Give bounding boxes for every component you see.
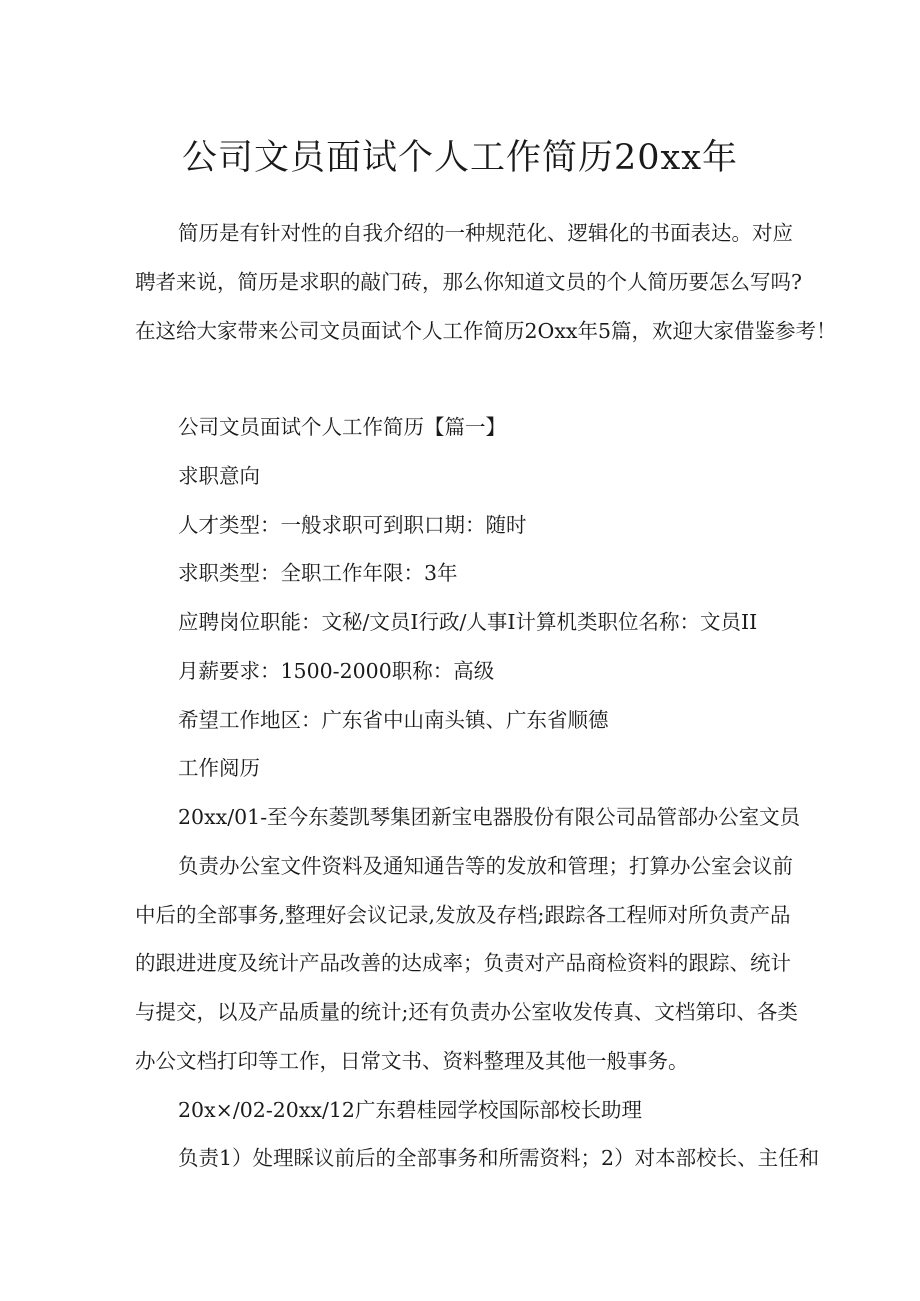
section-heading: 公司文员面试个人工作简历【篇一】 (178, 415, 506, 439)
intro-line-3: 在这给大家带来公司文员面试个人工作简历2Oxx年5篇，欢迎大家借鉴参考！ (135, 319, 837, 343)
job-1-desc-line: 办公文档打印等工作，日常文书、资料整理及其他一般事务。 (135, 1049, 689, 1073)
experience-label: 工作阅历 (178, 756, 260, 780)
job-2-desc-line: 负责1）处理睬议前后的全部事务和所需资料；2）对本部校长、主任和 (178, 1146, 820, 1170)
job-1-desc-line: 的跟进进度及统计产品改善的达成率；负责对产品商检资料的跟踪、统计 (135, 951, 791, 975)
job-1-desc-line: 中后的全部事务,整理好会议记录,发放及存档;跟踪各工程师对所负责产品 (135, 903, 791, 927)
talent-type: 人才类型：一般求职可到职口期：随时 (178, 513, 527, 537)
desired-location: 希望工作地区：广东省中山南头镇、广东省顺德 (178, 708, 609, 732)
intro-line-1: 简历是有针对性的自我介绍的一种规范化、逻辑化的书面表达。对应 (178, 221, 793, 245)
job-type: 求职类型：全职工作年限：3年 (178, 561, 458, 585)
intro-line-2: 聘者来说，简历是求职的敲门砖，那么你知道文员的个人简历要怎么写吗? (135, 270, 802, 294)
job-1-desc-line: 与提交，以及产品质量的统计;还有负责办公室收发传真、文档第印、各类 (135, 1000, 798, 1024)
document-title: 公司文员面试个人工作简历20xx年 (181, 138, 738, 178)
job-1-title: 20xx/01-至今东菱凯琴集团新宝电器股份有限公司品管部办公室文员 (178, 805, 801, 829)
salary-requirement: 月薪要求：1500-2000职称：高级 (178, 659, 495, 683)
job-2-title: 20x×/02-20xx/12广东碧桂园学校国际部校长助理 (178, 1098, 642, 1122)
job-1-desc-line: 负责办公室文件资料及通知通告等的发放和管理；打算办公室会议前 (178, 854, 793, 878)
job-function: 应聘岗位职能：文秘/文员I行政/人事I计算机类职位名称：文员II (178, 610, 758, 634)
job-intent-label: 求职意向 (178, 464, 260, 488)
